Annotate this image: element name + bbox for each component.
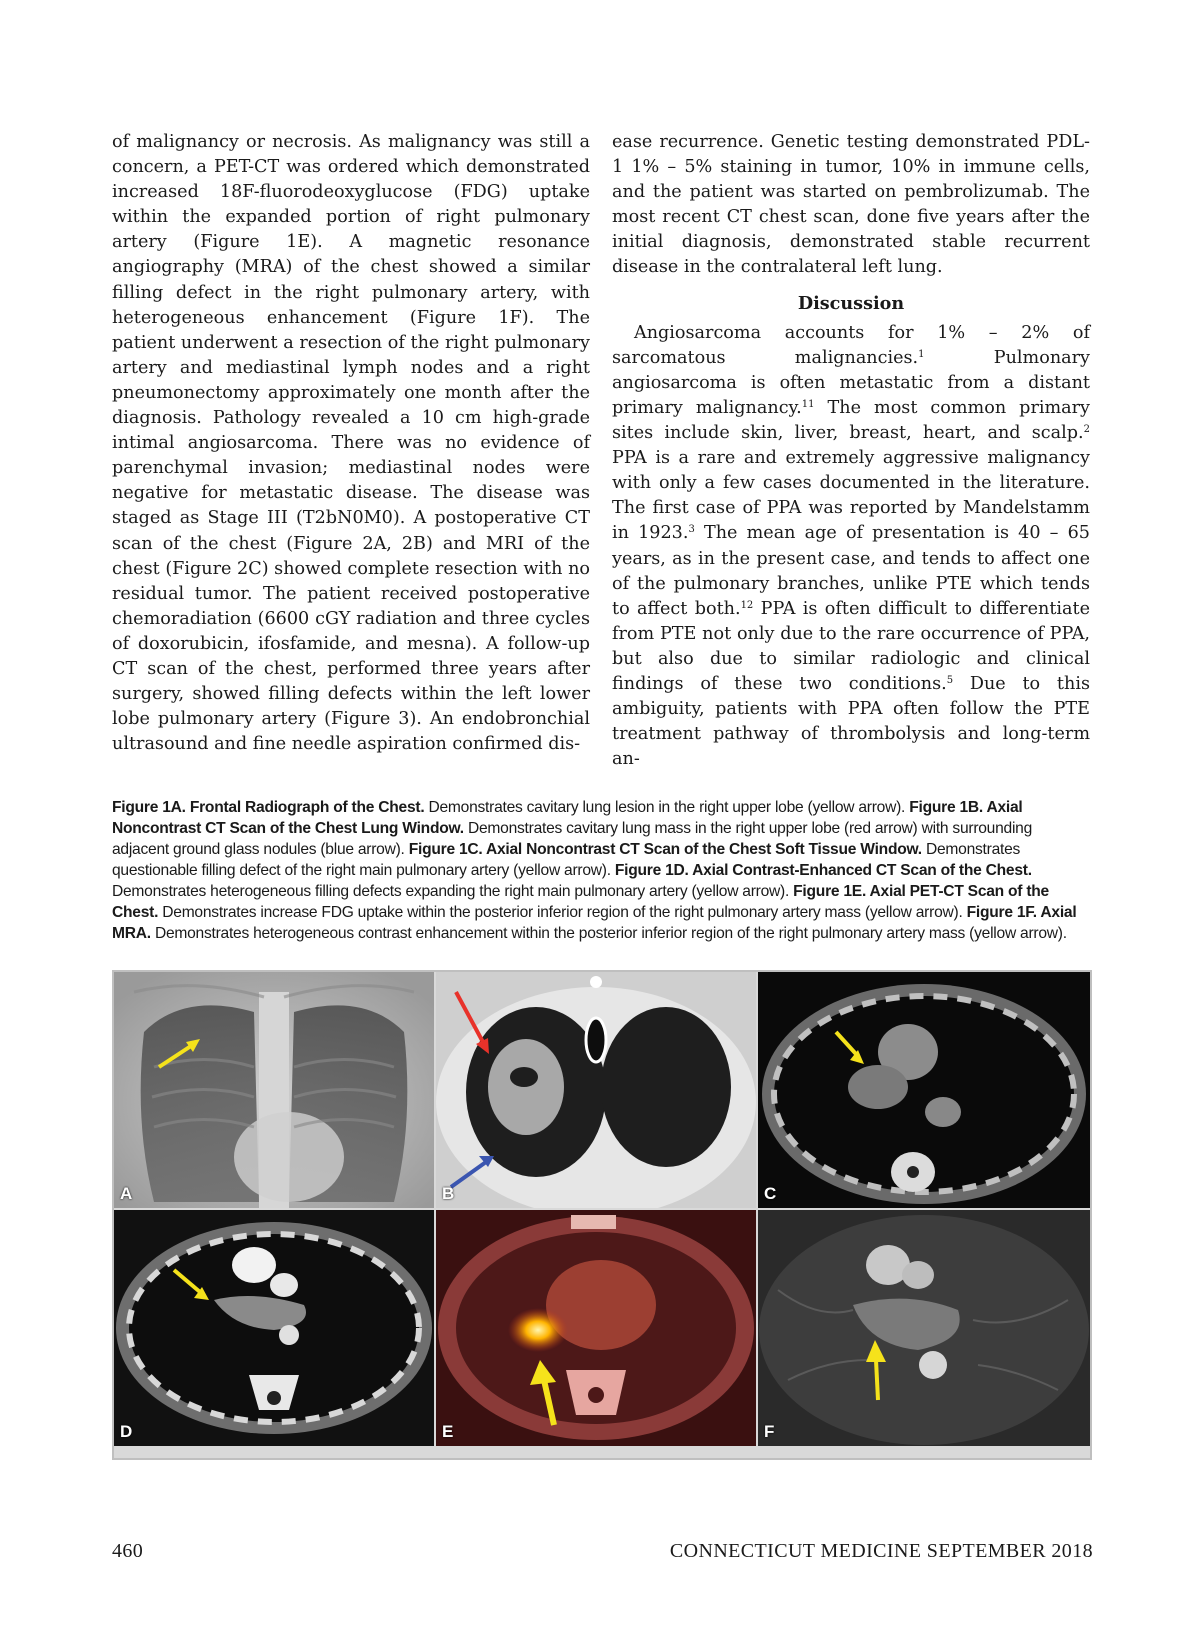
section-heading-discussion: Discussion bbox=[797, 292, 905, 314]
caption-figure-title: Figure 1C. Axial Noncontrast CT Scan of the Chest Soft Tissue Window. bbox=[408, 841, 922, 858]
right-text-column bbox=[612, 130, 1090, 772]
reference-superscript: 2 bbox=[1083, 424, 1090, 436]
panel-label: F bbox=[764, 1422, 775, 1441]
panel-a-radiograph bbox=[114, 972, 434, 1208]
journal-footer: CONNECTICUT MEDICINE SEPTEMBER 2018 bbox=[669, 1540, 1093, 1562]
panel-d-contrast-ct bbox=[114, 1210, 434, 1446]
reference-superscript: 1 bbox=[918, 348, 925, 360]
caption-figure-title: Figure 1D. Axial Contrast-Enhanced CT Scan of the Chest. bbox=[614, 862, 1032, 879]
reference-superscript: 3 bbox=[688, 524, 695, 536]
reference-superscript: 12 bbox=[740, 599, 754, 611]
panel-label: C bbox=[764, 1184, 777, 1203]
panel-e-pet-ct bbox=[436, 1210, 756, 1446]
panel-label: D bbox=[120, 1422, 133, 1441]
caption-figure-title: Figure 1E. Axial PET-CT Scan of the Chest. bbox=[112, 883, 1049, 921]
page-number: 460 bbox=[112, 1540, 144, 1562]
body-paragraph: of malignancy or necrosis. As malignancy was still a concern, a PET-CT was ordered which demonstrated increased 18F-fluorodeoxyglucose (FDG) uptake within the expanded portion of right pulmonary artery (Figure 1E). A magnetic resonance angiography (MRA) of the chest showed a similar filling defect in the right pulmonary artery, with heterogeneous enhancement (Figure 1F). The patient underwent a resection of the right pulmonary artery and mediastinal lymph nodes and a right pneumonectomy approximately one month after the diagnosis. Pathology revealed a 10 cm high-grade intimal angiosarcoma. There was no evidence of parenchymal invasion; mediastinal nodes were negative for metastatic disease. The disease was staged as Stage III (T2bN0M0). A postoperative CT scan of the chest (Figure 2A, 2B) and MRI of the chest (Figure 2C) showed complete resection with no residual tumor. The patient received postoperative chemoradiation (6600 cGY radiation and three cycles of doxorubicin, ifosfamide, and mesna). A follow-up CT scan of the chest, performed three years after surgery, showed filling defects within the left lower lobe pulmonary artery (Figure 3). An endobronchial ultrasound and fine needle aspiration confirmed dis- bbox=[112, 132, 590, 755]
caption-figure-title: Figure 1A. Frontal Radiograph of the Chest. bbox=[112, 799, 425, 816]
yellow-arrow-icon bbox=[876, 1360, 878, 1400]
figure-caption: Figure 1A. Frontal Radiograph of the Chest. Demonstrates cavitary lung lesion in the right upper lobe (yellow arrow). Figure 1B. Axial Noncontrast CT Scan of the Chest Lung Window. Demonstrates cavitary lung mass in the right upper lobe (red arrow) with surrounding adjacent ground glass nodules (blue arrow). Figure 1C. Axial Noncontrast CT Scan of the Chest Soft Tissue Window. Demonstrates questionable filling defect of the right main pulmonary artery (yellow arrow). Figure 1D. Axial Contrast-Enhanced CT Scan of the Chest. Demonstrates heterogeneous filling defects expanding the right main pulmonary artery (yellow arrow). Figure 1E. Axial PET-CT Scan of the Chest. Demonstrates increase FDG uptake within the posterior inferior region of the right pulmonary artery mass (yellow arrow). Figure 1F. Axial MRA. Demonstrates heterogeneous contrast enhancement within the posterior inferior region of the right pulmonary artery mass (yellow arrow). bbox=[112, 799, 1077, 942]
panel-label: A bbox=[120, 1184, 133, 1203]
reference-superscript: 5 bbox=[946, 674, 954, 686]
caption-figure-title: Figure 1F. Axial MRA. bbox=[112, 904, 1077, 942]
panel-b-ct-lung-window bbox=[436, 972, 756, 1208]
panel-label: E bbox=[442, 1422, 454, 1441]
body-paragraph: ease recurrence. Genetic testing demonstrated PDL-1 1% – 5% staining in tumor, 10% in immune cells, and the patient was started on pembrolizumab. The most recent CT chest scan, done five years after the initial diagnosis, demonstrated stable recurrent disease in the contralateral left lung. bbox=[612, 132, 1090, 278]
panel-c-ct-soft-tissue bbox=[758, 972, 1090, 1208]
reference-superscript: 11 bbox=[801, 398, 815, 410]
panel-label: B bbox=[442, 1184, 455, 1203]
figure-1-grid bbox=[112, 970, 1092, 1460]
left-text-column bbox=[112, 130, 590, 757]
panel-f-mra bbox=[758, 1210, 1090, 1446]
caption-figure-title: Figure 1B. Axial Noncontrast CT Scan of the Chest Lung Window. bbox=[112, 799, 1023, 837]
discussion-paragraph: Angiosarcoma accounts for 1% – 2% of sarcomatous malignancies.$^1$ Pulmonary angiosarcoma is often metastatic from a distant primary malignancy.$^{11}$ The most common primary sites include skin, liver, breast, heart, and scalp.$^2$ PPA is a rare and extremely aggressive malignancy with only a few cases documented in the literature. The first case of PPA was reported by Mandelstamm in 1923.$^3$ The mean age of presentation is 40 – 65 years, as in the present case, and tends to affect one of the pulmonary branches, unlike PTE which tends to affect both.$^{12}$ PPA is often difficult to differentiate from PTE not only due to the rare occurrence of PPA, but also due to similar radiologic and clinical findings of these two conditions.$^5$ Due to this ambiguity, patients with PPA often follow the PTE treatment pathway of thrombolysis and long-term an- bbox=[612, 322, 1091, 770]
